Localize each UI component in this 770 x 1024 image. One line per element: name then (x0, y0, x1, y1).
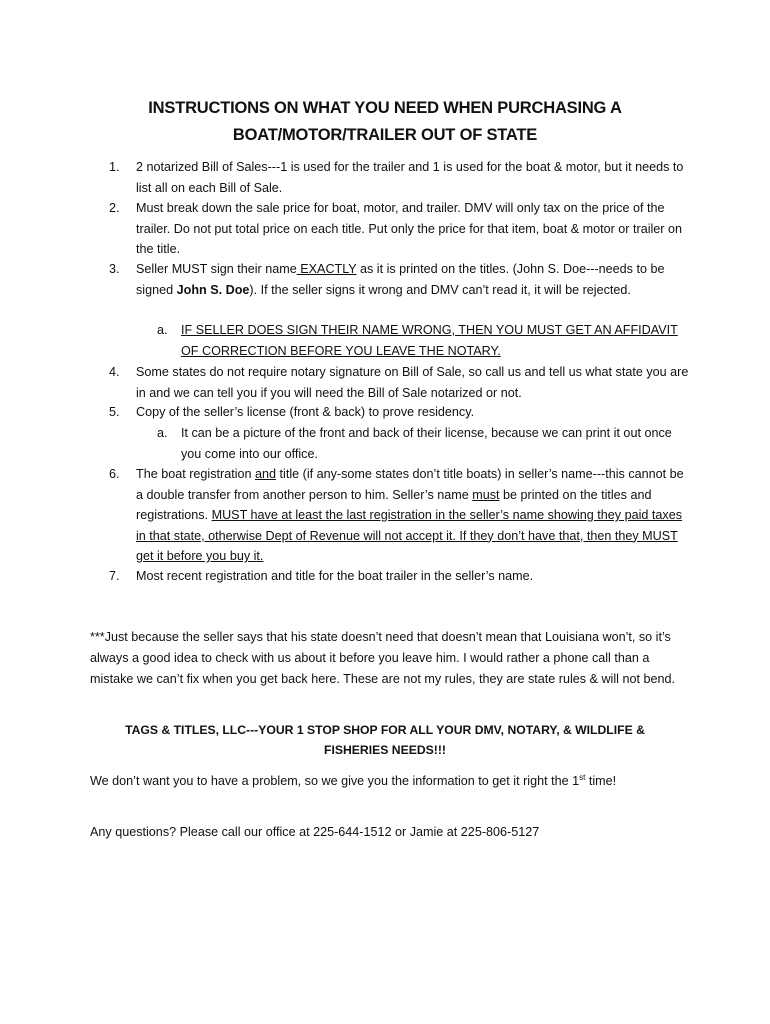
sub-item-5a (157, 423, 689, 464)
list-item-text: Copy of the seller’s license (front & back) to prove residency. (136, 405, 475, 419)
list-item-text-part: The boat registration (136, 467, 256, 481)
list-item-2 (109, 198, 689, 260)
list-item-text: Must break down the sale price for boat, motor, and trailer. DMV will only tax on the price of the trailer. Do not put total price on each title. Put only the price for that item, boat & motor or trailer on the title. (136, 201, 683, 256)
sub-item-text: It can be a picture of the front and back of their license, because we can print it out once you come into our office. (181, 426, 672, 461)
list-item-3 (109, 259, 689, 300)
list-item-text-part: be printed on the titles and registrations. (136, 487, 652, 522)
list-item-text-part: as it is printed on the titles. (John S. Doe---needs to be signed (136, 262, 665, 297)
sub-item-text: IF SELLER DOES SIGN THEIR NAME WRONG, THEN YOU MUST GET AN AFFIDAVIT OF CORRECTION BEFORE YOU LEAVE THE NOTARY. (181, 323, 678, 358)
underlined-text: must (472, 487, 500, 502)
closing-paragraph (90, 771, 680, 792)
page-title-line-1: INSTRUCTIONS ON WHAT YOU NEED WHEN PURCHASING A (148, 99, 622, 117)
closing-text-end: time! (585, 774, 617, 788)
list-item-text-part: ). If the seller signs it wrong and DMV can’t read it, it will be rejected. (249, 282, 631, 297)
list-item-number: 4. (109, 365, 120, 379)
list-item-4 (109, 362, 689, 403)
list-item-text: Some states do not require notary signature on Bill of Sale, so call us and tell us what state you are in and we can tell you if you will need the Bill of Sale notarized or not. (136, 365, 689, 400)
list-item-7 (109, 566, 689, 587)
underlined-text: EXACTLY (296, 262, 357, 276)
list-item-5 (109, 402, 689, 423)
sub-item-letter: a. (157, 426, 168, 440)
sub-item-letter: a. (157, 323, 168, 337)
list-item-number: 5. (109, 405, 120, 419)
bold-text: John S. Doe (176, 282, 250, 297)
contact-line: Any questions? Please call our office at 225-644-1512 or Jamie at 225-806-5127 (90, 825, 540, 839)
sub-item-3a (157, 320, 689, 361)
list-item-text: 2 notarized Bill of Sales---1 is used for the trailer and 1 is used for the boat & motor, but it needs to list all on each Bill of Sale. (136, 160, 684, 195)
list-item-number: 1. (109, 160, 120, 174)
slogan-line-2: FISHERIES NEEDS!!! (324, 743, 446, 757)
list-item-number: 3. (109, 262, 120, 276)
slogan-line-1: TAGS & TITLES, LLC---YOUR 1 STOP SHOP FOR ALL YOUR DMV, NOTARY, & WILDLIFE & (125, 723, 645, 737)
page-title-line-2: BOAT/MOTOR/TRAILER OUT OF STATE (232, 126, 538, 144)
list-item-number: 2. (109, 201, 120, 215)
note-paragraph: ***Just because the seller says that his state doesn’t need that doesn’t mean that Louisiana won’t, so it’s always a good idea to check with us about it before you leave him. I would rather a phone call than a mistake we can’t fix when you get back here. These are not my rules, they are state rules & will not bend. (90, 630, 675, 686)
list-item-text (136, 259, 689, 300)
list-item-1 (109, 157, 689, 198)
list-item-text: Most recent registration and title for the boat trailer in the seller’s name. (136, 569, 534, 583)
list-item-text-part: title (if any-some states don’t title boats) in seller’s name---this cannot be a double transfer from another person to him. Seller’s name (136, 467, 684, 502)
closing-text: We don’t want you to have a problem, so we give you the information to get it right the 1 (90, 774, 580, 788)
list-item-number: 6. (109, 467, 120, 481)
list-item-text-part: Seller MUST sign their name (136, 262, 297, 276)
ordinal-suffix: st (579, 772, 586, 782)
list-item-6 (109, 464, 689, 567)
underlined-text: MUST have at least the last registration in the seller’s name showing they paid taxes in that state, otherwise Dept of Revenue will not accept it. If they don’t have that, then they MUST get it before you buy it. (136, 508, 683, 563)
underlined-text: and (255, 467, 277, 481)
list-item-number: 7. (109, 569, 120, 583)
list-item-text (136, 464, 689, 567)
